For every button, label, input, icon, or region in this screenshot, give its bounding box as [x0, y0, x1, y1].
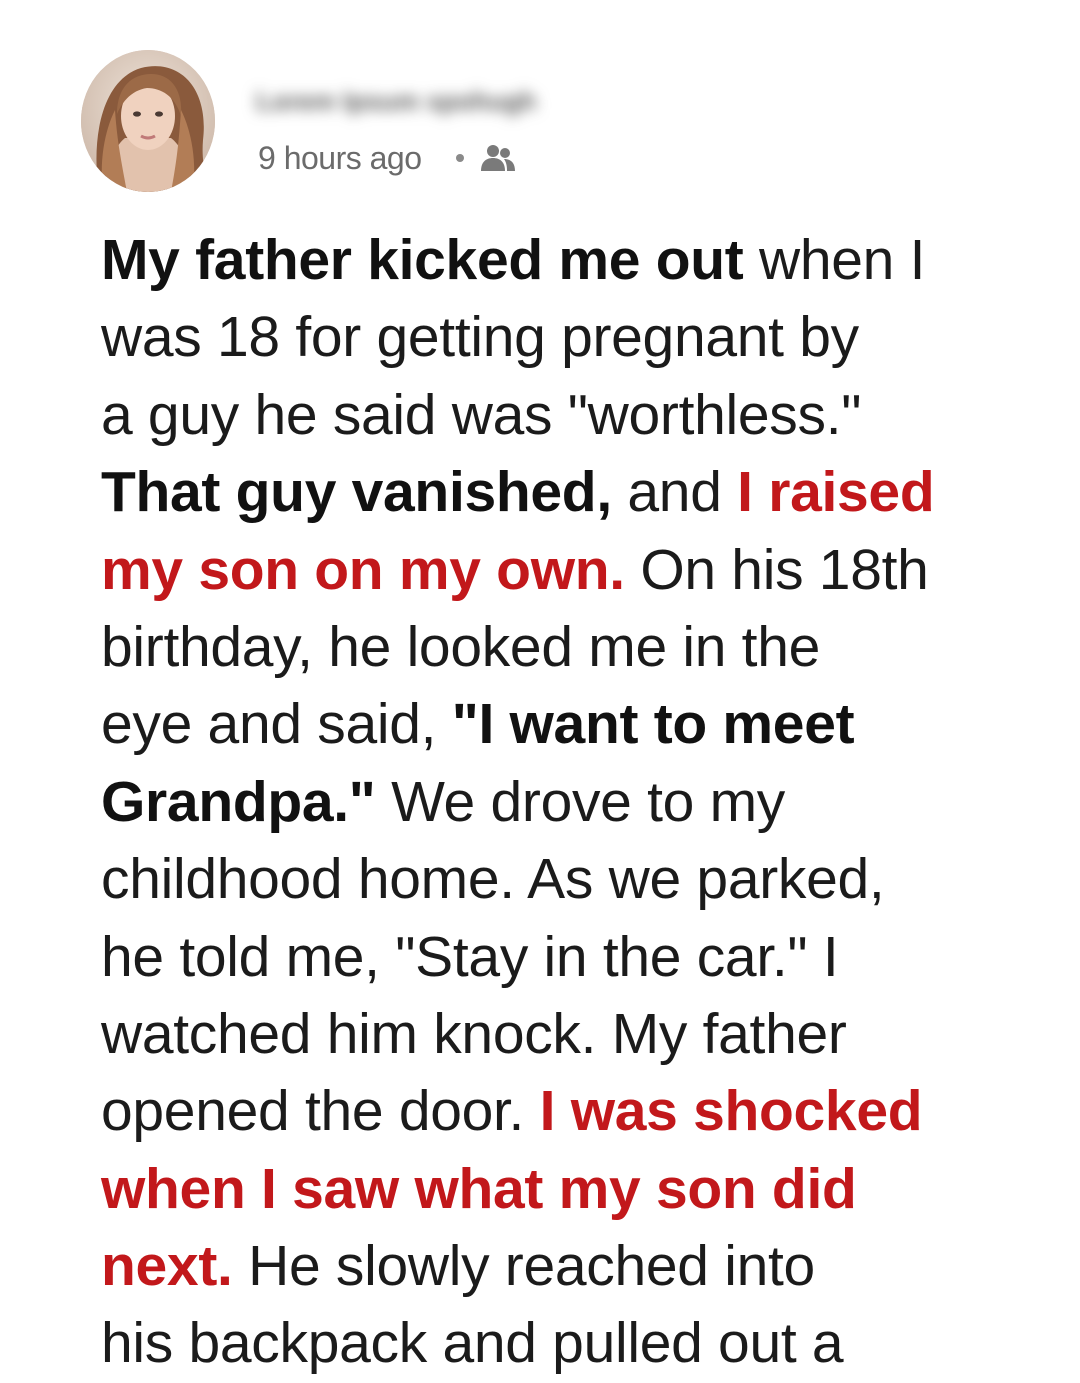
bold-text: Grandpa." [101, 769, 376, 834]
post-text-line [101, 1151, 1001, 1228]
bold-text: That guy vanished, [101, 460, 612, 525]
post-text-line [101, 299, 1001, 376]
body-text: and [611, 460, 738, 525]
post-text-line [101, 222, 1001, 299]
highlight-text: my son on my own. [101, 537, 625, 602]
post-text-line [101, 1073, 1001, 1150]
author-name[interactable]: Lorem Ipsum spohugh [256, 86, 537, 116]
body-text: when I [743, 228, 926, 292]
author-avatar[interactable] [81, 50, 215, 192]
body-text: On his 18th [624, 537, 929, 602]
highlight-text: I raised [737, 460, 935, 525]
friends-icon[interactable] [480, 143, 516, 173]
bold-text: "I want to meet [451, 692, 855, 757]
body-text: a guy he said was "worthless." [101, 382, 862, 447]
body-text: We drove to my [375, 769, 785, 834]
post-text-line [101, 919, 1001, 996]
body-text: he told me, "Stay in the car." I [101, 924, 839, 989]
body-text: opened the door. [101, 1079, 540, 1144]
post-timestamp[interactable]: 9 hours ago [258, 139, 422, 176]
post-text-line [101, 764, 1001, 841]
post-header [0, 0, 1080, 200]
post-text-line [101, 686, 1001, 763]
post-text-line [101, 377, 1001, 454]
post-text-line [101, 996, 1001, 1073]
post-text-line [101, 1305, 1001, 1382]
bold-text: My father kicked me out [101, 228, 744, 292]
post-text-line [101, 841, 1001, 918]
body-text: was 18 for getting pregnant by [101, 305, 859, 370]
body-text: childhood home. As we parked, [101, 847, 885, 912]
post-text-line [101, 532, 1001, 609]
highlight-text: next. [101, 1234, 233, 1299]
body-text: He slowly reached into [232, 1234, 815, 1299]
body-text: watched him knock. My father [101, 1001, 847, 1066]
body-text: eye and said, [101, 692, 452, 757]
post-text [101, 222, 1001, 1383]
body-text: birthday, he looked me in the [101, 614, 821, 679]
separator-dot [456, 154, 464, 162]
highlight-text: when I saw what my son did [101, 1156, 857, 1221]
post-meta [258, 138, 516, 178]
post-text-line [101, 454, 1001, 531]
avatar-portrait-icon [81, 50, 215, 192]
post-text-line [101, 1228, 1001, 1305]
body-text: his backpack and pulled out a [101, 1311, 844, 1376]
post-text-line [101, 609, 1001, 686]
highlight-text: I was shocked [539, 1079, 923, 1144]
